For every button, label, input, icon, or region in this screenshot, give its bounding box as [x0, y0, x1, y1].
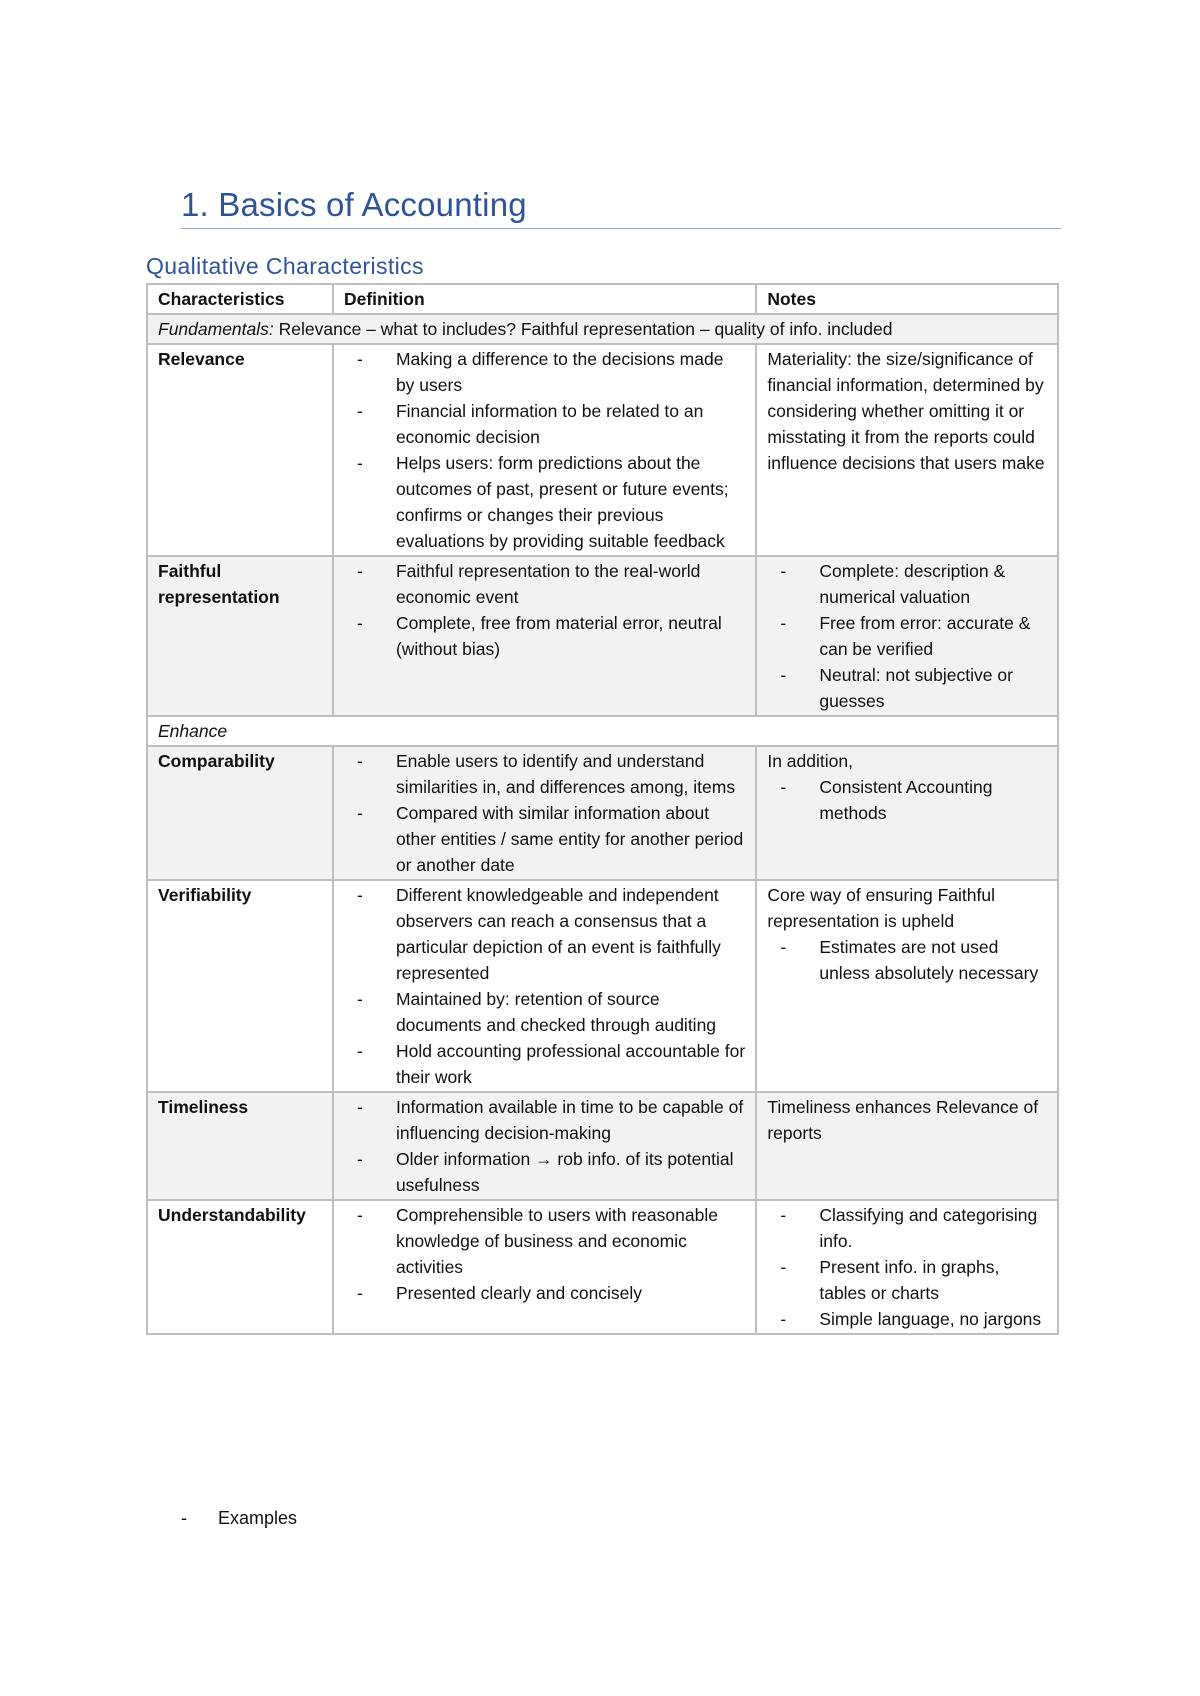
understandability-name: Understandability [147, 1200, 333, 1334]
comparability-note-intro: In addition, [767, 751, 853, 771]
list-item: - Hold accounting professional accountable for their work [344, 1038, 745, 1090]
faithful-name: Faithful representation [147, 556, 333, 716]
fundamentals-text: Relevance – what to includes? Faithful representation – quality of info. included [273, 319, 893, 339]
faithful-definition [333, 556, 756, 716]
list-item: - Neutral: not subjective or guesses [767, 662, 1047, 714]
table-row-understandability [147, 1200, 1058, 1334]
comparability-notes [756, 746, 1058, 880]
header-definition: Definition [333, 284, 756, 314]
list-item: - Free from error: accurate & can be verified [767, 610, 1047, 662]
dash-bullet: - [181, 1508, 187, 1528]
list-item: - Classifying and categorising info. [767, 1202, 1047, 1254]
list-item: - Helps users: form predictions about the outcomes of past, present or future events; confirms or changes their previous evaluations by providing suitable feedback [344, 450, 745, 554]
fundamentals-row [147, 314, 1058, 344]
fundamentals-cell [147, 314, 1058, 344]
list-item: - Financial information to be related to an economic decision [344, 398, 745, 450]
relevance-name: Relevance [147, 344, 333, 556]
comparability-name: Comparability [147, 746, 333, 880]
table-row-faithful-representation [147, 556, 1058, 716]
examples-list-item [181, 1508, 297, 1529]
understandability-definition [333, 1200, 756, 1334]
verifiability-definition [333, 880, 756, 1092]
list-item: - Complete, free from material error, neutral (without bias) [344, 610, 745, 662]
list-item: - Faithful representation to the real-world economic event [344, 558, 745, 610]
relevance-notes: Materiality: the size/significance of financial information, determined by considering whether omitting it or misstating it from the reports could influence decisions that users make [756, 344, 1058, 556]
qualitative-characteristics-table [146, 283, 1059, 1335]
list-item: - Maintained by: retention of source documents and checked through auditing [344, 986, 745, 1038]
list-item: - Older information → rob info. of its potential usefulness [344, 1146, 745, 1198]
list-item: - Information available in time to be capable of influencing decision-making [344, 1094, 745, 1146]
table-row-timeliness [147, 1092, 1058, 1200]
enhance-label: Enhance [147, 716, 1058, 746]
comparability-definition [333, 746, 756, 880]
list-item: - Making a difference to the decisions made by users [344, 346, 745, 398]
faithful-notes [756, 556, 1058, 716]
page-title: 1. Basics of Accounting [181, 186, 1061, 229]
table-row-verifiability [147, 880, 1058, 1092]
header-characteristics: Characteristics [147, 284, 333, 314]
verifiability-notes [756, 880, 1058, 1092]
timeliness-notes: Timeliness enhances Relevance of reports [756, 1092, 1058, 1200]
section-title: Qualitative Characteristics [146, 253, 424, 279]
fundamentals-label: Fundamentals: [158, 319, 274, 339]
relevance-definition [333, 344, 756, 556]
list-item: - Different knowledgeable and independent observers can reach a consensus that a particular depiction of an event is faithfully represented [344, 882, 745, 986]
verifiability-name: Verifiability [147, 880, 333, 1092]
understandability-notes [756, 1200, 1058, 1334]
list-item: - Compared with similar information about other entities / same entity for another period or another date [344, 800, 745, 878]
table-row-relevance [147, 344, 1058, 556]
list-item: - Consistent Accounting methods [767, 774, 1047, 826]
header-notes: Notes [756, 284, 1058, 314]
verifiability-note-intro: Core way of ensuring Faithful representation is upheld [767, 885, 995, 931]
list-item: - Presented clearly and concisely [344, 1280, 745, 1306]
enhance-row [147, 716, 1058, 746]
list-item: - Comprehensible to users with reasonable knowledge of business and economic activities [344, 1202, 745, 1280]
timeliness-name: Timeliness [147, 1092, 333, 1200]
list-item: - Simple language, no jargons [767, 1306, 1047, 1332]
table-row-comparability [147, 746, 1058, 880]
list-item: - Enable users to identify and understand similarities in, and differences among, items [344, 748, 745, 800]
table-header-row [147, 284, 1058, 314]
timeliness-definition [333, 1092, 756, 1200]
examples-label: Examples [218, 1508, 298, 1528]
list-item: - Estimates are not used unless absolutely necessary [767, 934, 1047, 986]
list-item: - Complete: description & numerical valuation [767, 558, 1047, 610]
list-item: - Present info. in graphs, tables or charts [767, 1254, 1047, 1306]
